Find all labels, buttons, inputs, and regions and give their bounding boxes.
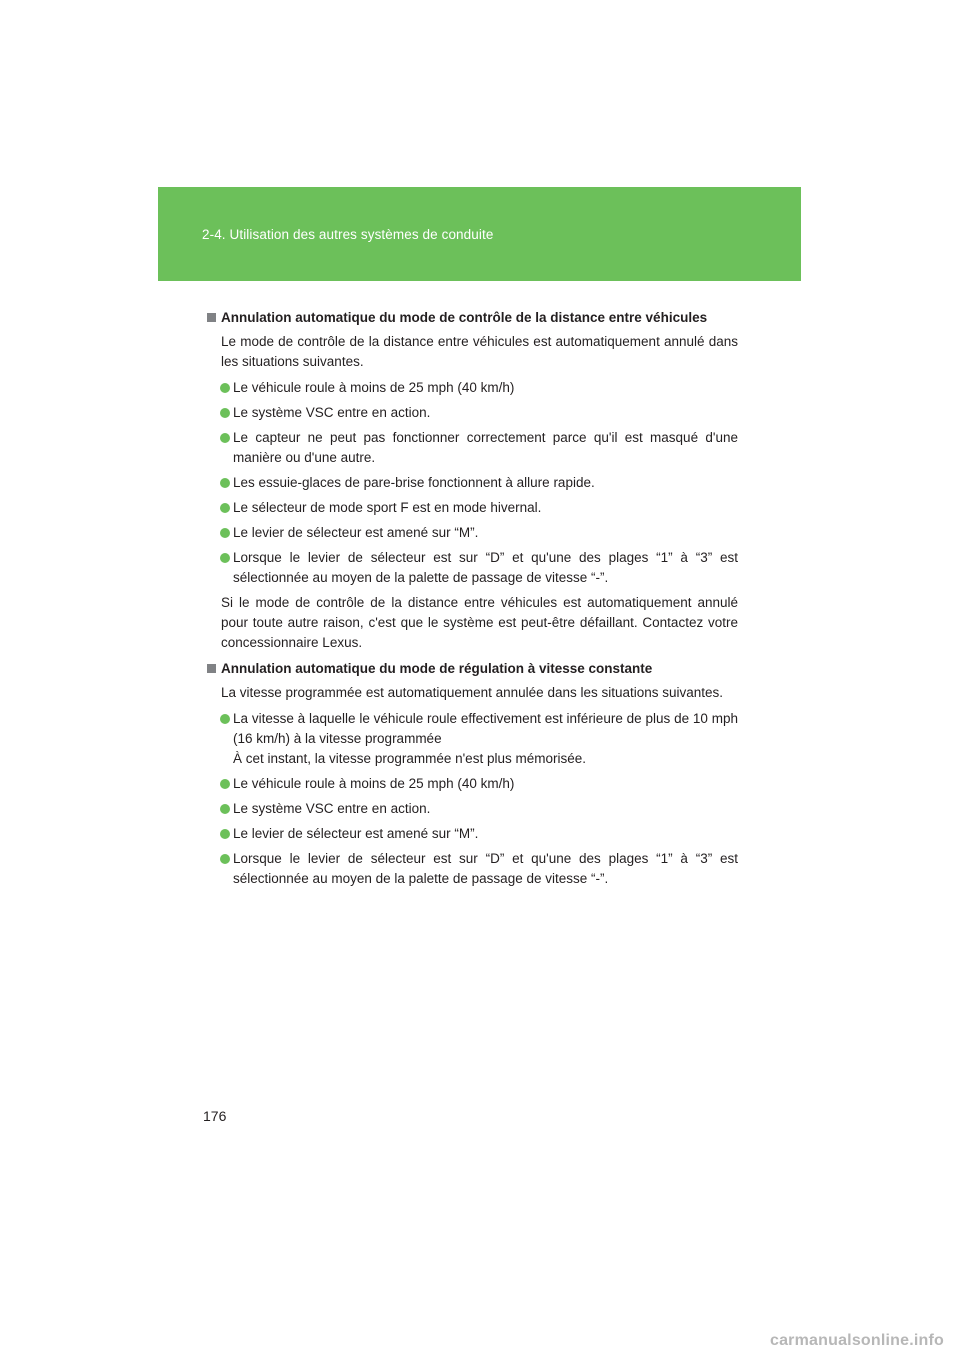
list-item: Le système VSC entre en action. <box>203 403 738 423</box>
list-item: Le véhicule roule à moins de 25 mph (40 km/h) <box>203 378 738 398</box>
list-item: Lorsque le levier de sélecteur est sur “D” et qu'une des plages “1” à “3” est sélectionnée au moyen de la palette de passage de vitesse “-”. <box>203 548 738 588</box>
round-bullet-icon <box>220 528 230 538</box>
list-item: La vitesse à laquelle le véhicule roule effectivement est inférieure de plus de 10 mph (16 km/h) à la vitesse programmée À cet instant, la vitesse programmée n'est plus mémorisée. <box>203 709 738 769</box>
section-heading: Annulation automatique du mode de régulation à vitesse constante <box>203 659 738 679</box>
round-bullet-icon <box>220 503 230 513</box>
list-item: Le sélecteur de mode sport F est en mode hivernal. <box>203 498 738 518</box>
round-bullet-icon <box>220 804 230 814</box>
round-bullet-icon <box>220 433 230 443</box>
page-number: 176 <box>203 1108 227 1124</box>
list-item: Le véhicule roule à moins de 25 mph (40 km/h) <box>203 774 738 794</box>
section-intro: La vitesse programmée est automatiquement annulée dans les situations suivantes. <box>221 685 724 700</box>
round-bullet-icon <box>220 478 230 488</box>
list-item: Lorsque le levier de sélecteur est sur “D” et qu'une des plages “1” à “3” est sélectionnée au moyen de la palette de passage de vitesse “-”. <box>203 849 738 889</box>
chapter-header-band <box>158 187 801 281</box>
square-bullet-icon <box>207 313 216 322</box>
section-intro: Le mode de contrôle de la distance entre véhicules est automatiquement annulé dans les situations suivantes. <box>221 334 738 369</box>
list-item: Les essuie-glaces de pare-brise fonctionnent à allure rapide. <box>203 473 738 493</box>
list-item: Le capteur ne peut pas fonctionner correctement parce qu'il est masqué d'une manière ou d'une autre. <box>203 428 738 468</box>
list-item: Le levier de sélecteur est amené sur “M”. <box>203 523 738 543</box>
round-bullet-icon <box>220 383 230 393</box>
section-heading: Annulation automatique du mode de contrôle de la distance entre véhicules <box>203 308 738 328</box>
watermark: carmanualsonline.info <box>769 1332 944 1349</box>
page-content <box>203 306 738 894</box>
list-item: Le levier de sélecteur est amené sur “M”. <box>203 824 738 844</box>
list-item-note: À cet instant, la vitesse programmée n'est plus mémorisée. <box>233 751 586 766</box>
round-bullet-icon <box>220 408 230 418</box>
round-bullet-icon <box>220 854 230 864</box>
list-item: Le système VSC entre en action. <box>203 799 738 819</box>
round-bullet-icon <box>220 779 230 789</box>
square-bullet-icon <box>207 664 216 673</box>
round-bullet-icon <box>220 714 230 724</box>
round-bullet-icon <box>220 553 230 563</box>
section-outro: Si le mode de contrôle de la distance entre véhicules est automatiquement annulé pour toute autre raison, c'est que le système est peut-être défaillant. Contactez votre concessionnaire Lexus. <box>221 595 738 650</box>
round-bullet-icon <box>220 829 230 839</box>
chapter-title: 2-4. Utilisation des autres systèmes de conduite <box>202 227 494 242</box>
